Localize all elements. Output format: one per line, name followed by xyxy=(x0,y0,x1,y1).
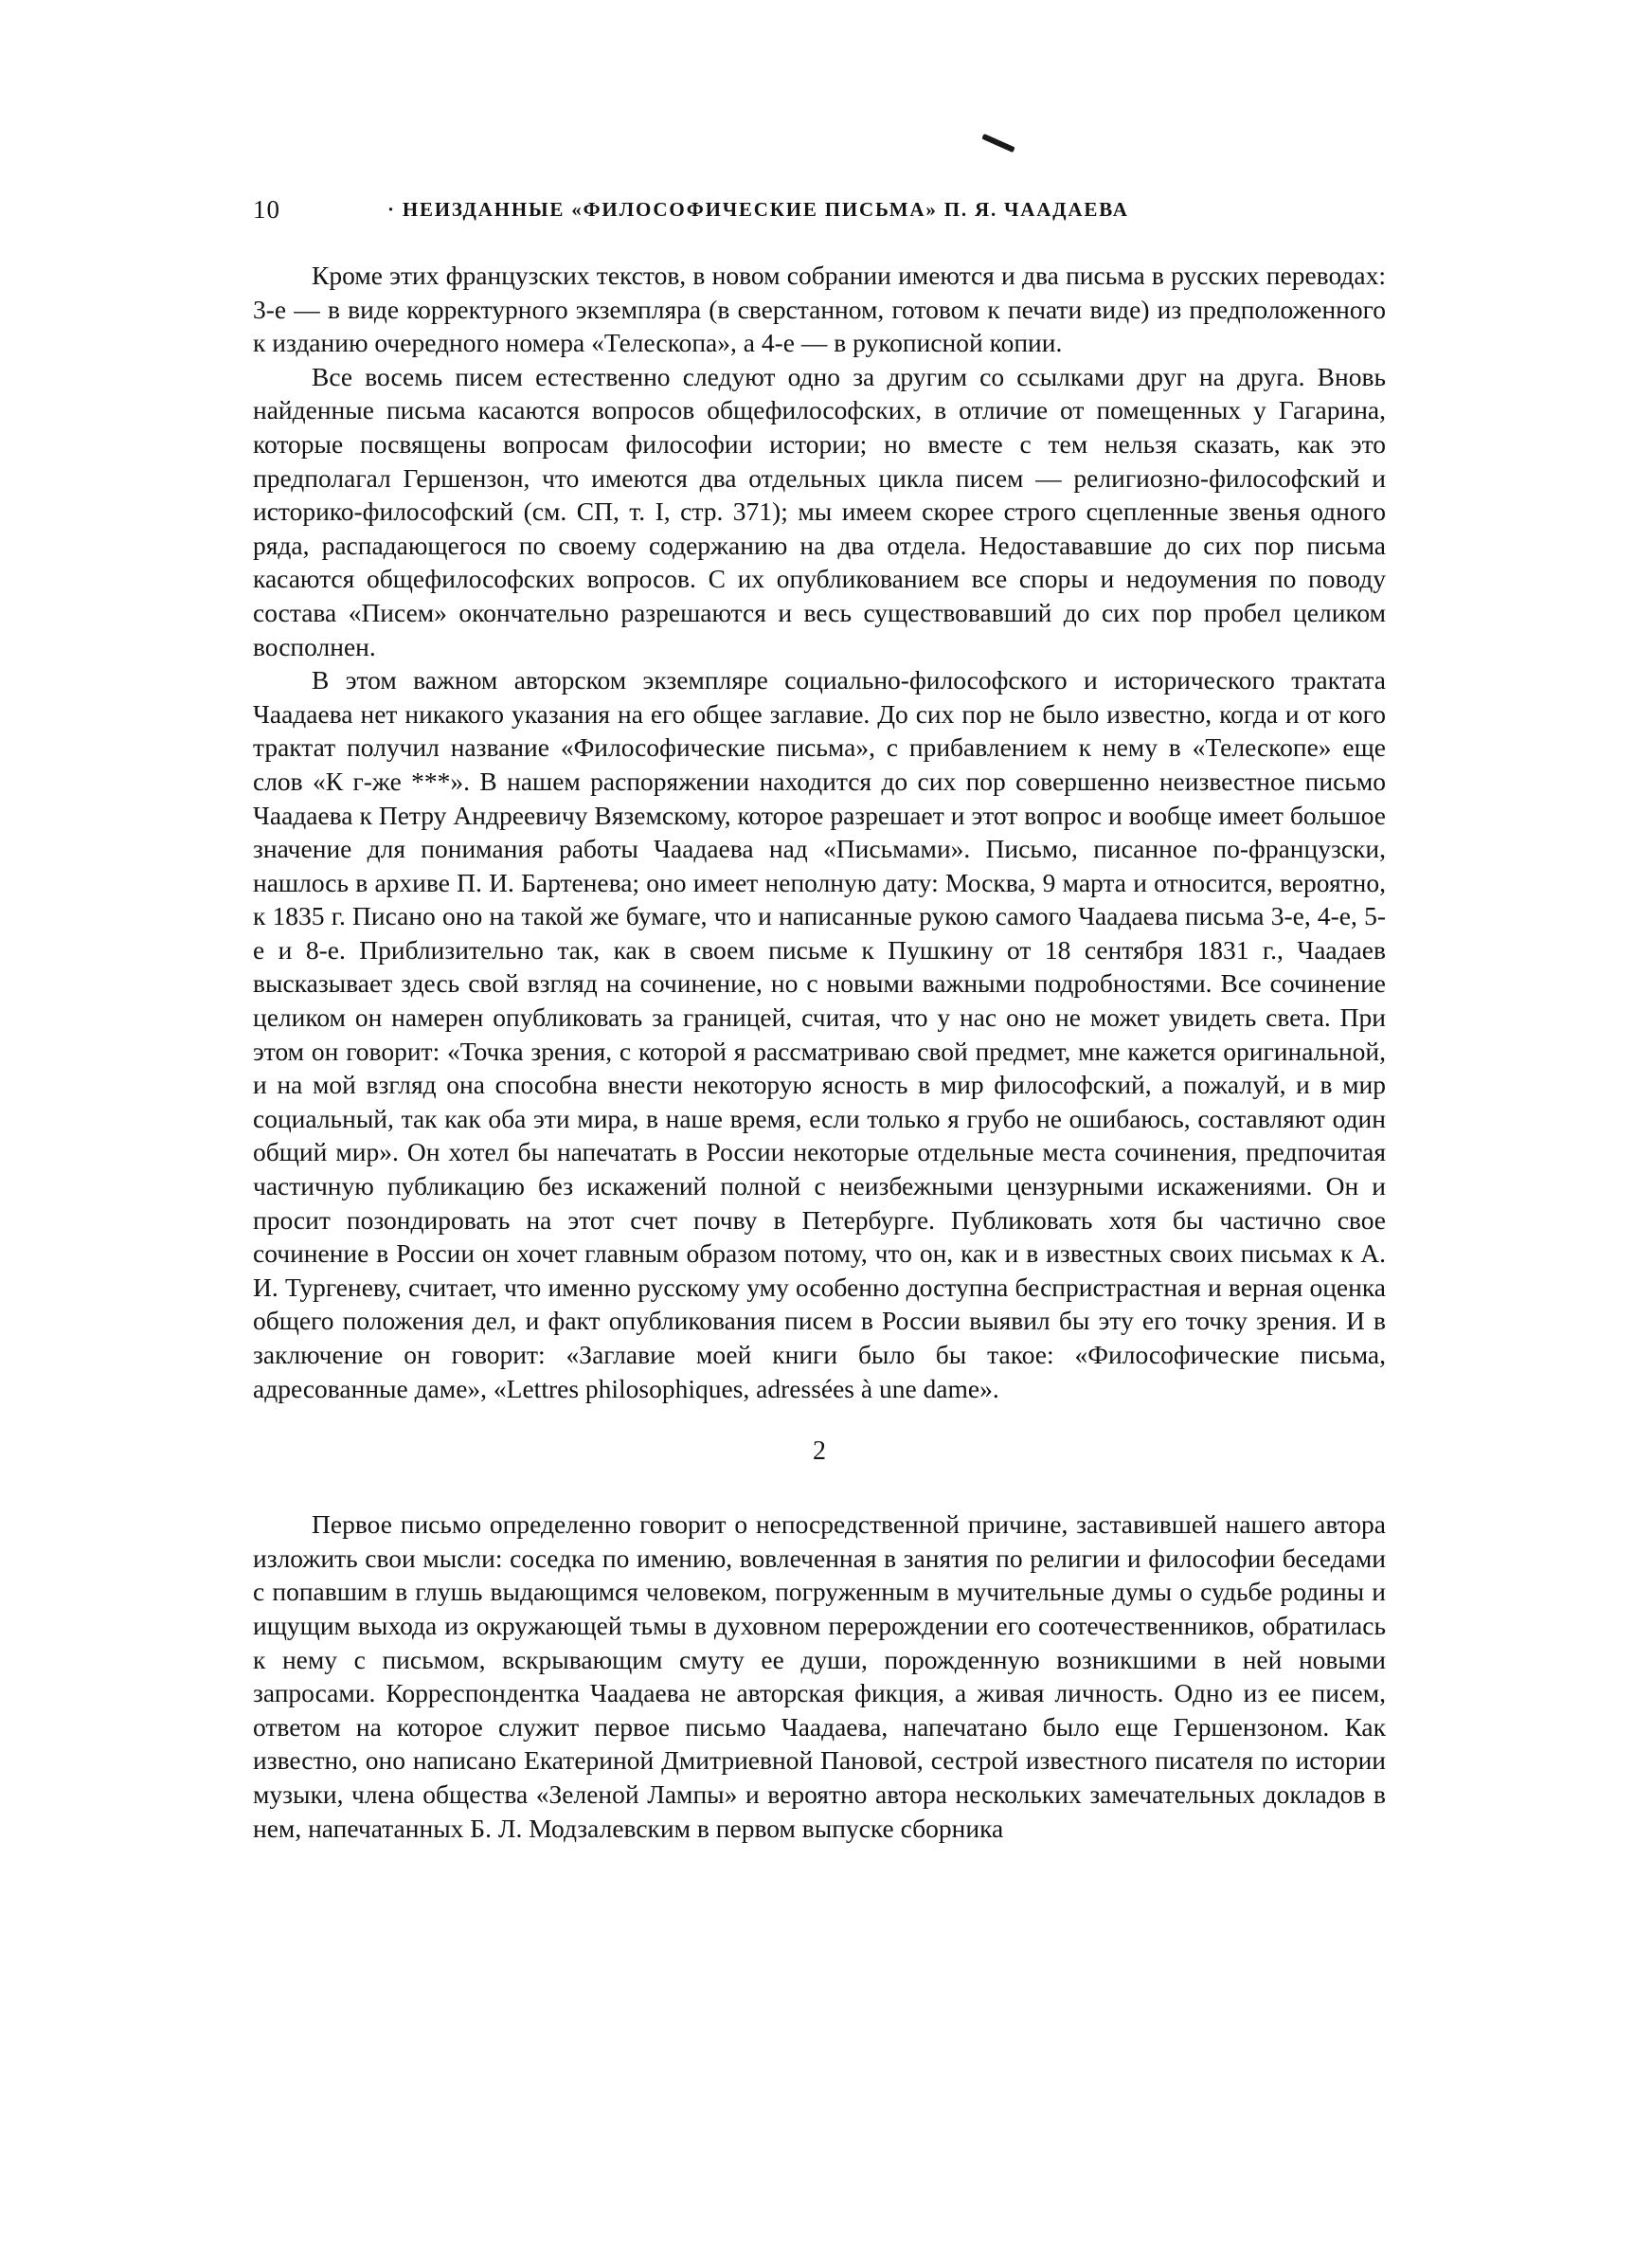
section-number: 2 xyxy=(813,1436,826,1467)
running-header xyxy=(253,192,1386,226)
paragraph: В этом важном авторском экземпляре социально-философского и исторического трактата Чаадаева нет никакого указания на его общее заглавие. До сих пор не было известно, когда и от кого трактат получил название «Философические письма», с прибавлением к нему в «Телескопе» еще слов «К г-же ***». В нашем распоряжении находится до сих пор совершенно неизвестное письмо Чаадаева к Петру Андреевичу Вяземскому, которое разрешает и этот вопрос и вообще имеет большое значение для понимания работы Чаадаева над «Письмами». Письмо, писанное по-французски, нашлось в архиве П. И. Бартенева; оно имеет неполную дату: Москва, 9 марта и относится, вероятно, к 1835 г. Писано оно на такой же бумаге, что и написанные рукою самого Чаадаева письма 3-е, 4-е, 5-е и 8-е. Приблизительно так, как в своем письме к Пушкину от 18 сентября 1831 г., Чаадаев высказывает здесь свой взгляд на сочинение, но с новыми важными подробностями. Все сочинение целиком он намерен опубликовать за границей, считая, что у нас оно не может увидеть света. При этом он говорит: «Точка зрения, с которой я рассматриваю свой предмет, мне кажется оригинальной, и на мой взгляд она способна внести некоторую ясность в мир философский, а пожалуй, и в мир социальный, так как оба эти мира, в наше время, если только я грубо не ошибаюсь, составляют один общий мир». Он хотел бы напечатать в России некоторые отдельные места сочинения, предпочитая частичную публикацию без искажений полной с неизбежными цензурными искажениями. Он и просит позондировать на этот счет почву в Петербурге. Публиковать хотя бы частично свое сочинение в России он хочет главным образом потому, что он, как и в известных своих письмах к А. И. Тургеневу, считает, что именно русскому уму особенно доступна беспристрастная и верная оценка общего положения дел, и факт опубликования писем в России выявил бы эту его точку зрения. И в заключение он говорит: «Заглавие моей книги было бы такое: «Философические письма, адресованные даме», «Lettres philosophiques, adressées à une dame». xyxy=(253,665,1386,1403)
paragraph: Кроме этих французских текстов, в новом собрании имеются и два письма в русских переводах: 3-е — в виде корректурного экземпляра (в сверстанном, готовом к печати виде) из предположенного к изданию очередного номера «Телескопа», а 4-е — в рукописной копии. xyxy=(253,261,1386,358)
running-title: · НЕИЗДАННЫЕ «ФИЛОСОФИЧЕСКИЕ ПИСЬМА» П. Я. ЧААДАЕВА xyxy=(387,198,1129,221)
page-number: 10 xyxy=(253,195,280,224)
paragraph: Все восемь писем естественно следуют одно за другим со ссылками друг на друга. Вновь найденные письма касаются вопросов общефилософских, в отличие от помещенных у Гагарина, которые посвящены вопросам философии истории; но вместе с тем нельзя сказать, как это предполагал Гершензон, что имеются два отдельных цикла писем — религиозно-философский и историко-философский (см. СП, т. I, стр. 371); мы имеем скорее строго сцепленные звенья одного ряда, распадающегося по своему содержанию на два отдела. Недостававшие до сих пор письма касаются общефилософских вопросов. С их опубликованием все споры и недоумения по поводу состава «Писем» окончательно разрешаются и весь существовавший до сих пор пробел целиком восполнен. xyxy=(253,361,1386,661)
body-text xyxy=(253,259,1386,1845)
paragraph: Первое письмо определенно говорит о непосредственной причине, заставившей нашего автора изложить свои мысли: соседка по имению, вовлеченная в занятия по религии и философии беседами с попавшим в глушь выдающимся человеком, погруженным в мучительные думы о судьбе родины и ищущим выхода из окружающей тьмы в духовном перерождении его соотечественников, обратилась к нему с письмом, вскрывающим смуту ее души, порожденную возникшими в ней новыми запросами. Корреспондентка Чаадаева не авторская фикция, а живая личность. Одно из ее писем, ответом на которое служит первое письмо Чаадаева, напечатано было еще Гершензоном. Как известно, оно написано Екатериной Дмитриевной Пановой, сестрой известного писателя по истории музыки, члена общества «Зеленой Лампы» и вероятно автора нескольких замечательных докладов в нем, напечатанных Б. Л. Модзалевским в первом выпуске сборника xyxy=(253,1509,1386,1843)
print-mark xyxy=(981,134,1015,153)
